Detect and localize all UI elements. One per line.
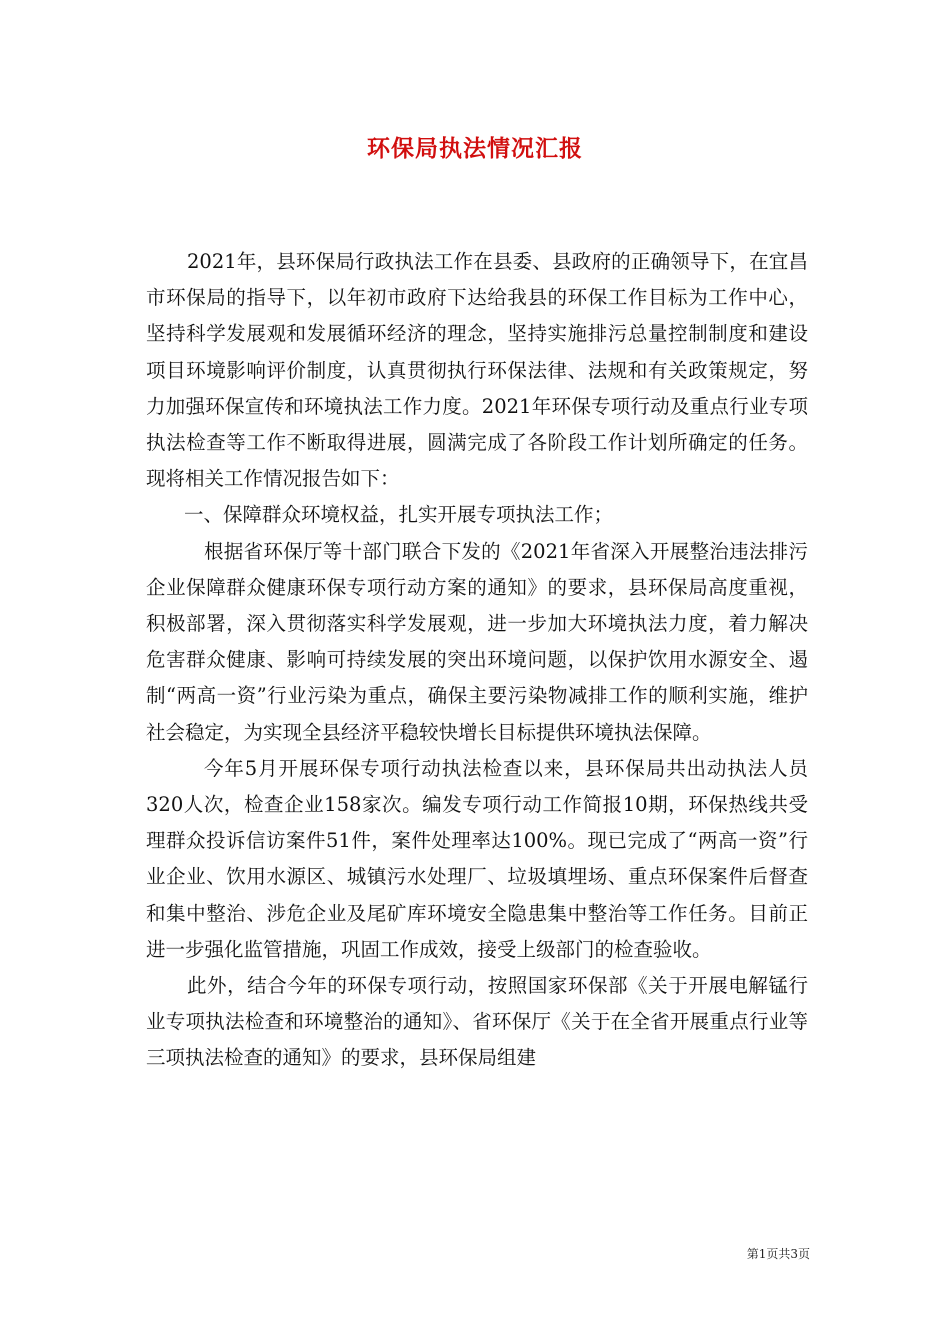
paragraph-4: 此外，结合今年的环保专项行动，按照国家环保部《关于开展电解锰行业专项执法检查和环境整治的通知》、省环保厅《关于在全省开展重点行业等三项执法检查的通知》的要求，县环保局组建 xyxy=(146,974,808,1070)
document-body xyxy=(146,244,808,1077)
document-title: 环保局执法情况汇报 xyxy=(367,136,583,162)
page-number-footer: 第1页共3页 xyxy=(746,1247,810,1261)
paragraph-3: 今年5月开展环保专项行动执法检查以来，县环保局共出动执法人员320人次，检查企业158家次。编发专项行动工作简报10期，环保热线共受理群众投诉信访案件51件，案件处理率达100%。现已完成了“两高一资”行业企业、饮用水源区、城镇污水处理厂、垃圾填埋场、重点环保案件后督查和集中整治、涉危企业及尾矿库环境安全隐患集中整治等工作任务。目前正进一步强化监管措施，巩固工作成效，接受上级部门的检查验收。 xyxy=(146,756,808,961)
paragraph-2: 根据省环保厅等十部门联合下发的《2021年省深入开展整治违法排污企业保障群众健康环保专项行动方案的通知》的要求，县环保局高度重视，积极部署，深入贯彻落实科学发展观，进一步加大环境执法力度，着力解决危害群众健康、影响可持续发展的突出环境问题，以保护饮用水源安全、遏制“两高一资”行业污染为重点，确保主要污染物减排工作的顺利实施，维护社会稳定，为实现全县经济平稳较快增长目标提供环境执法保障。 xyxy=(146,539,808,744)
section-heading-1: 一、保障群众环境权益，扎实开展专项执法工作； xyxy=(184,503,614,527)
paragraph-intro: 2021年，县环保局行政执法工作在县委、县政府的正确领导下，在宜昌市环保局的指导下，以年初市政府下达给我县的环保工作目标为工作中心，坚持科学发展观和发展循环经济的理念，坚持实施排污总量控制制度和建设项目环境影响评价制度，认真贯彻执行环保法律、法规和有关政策规定，努力加强环保宣传和环境执法工作力度。2021年环保专项行动及重点行业专项执法检查等工作不断取得进展，圆满完成了各阶段工作计划所确定的任务。现将相关工作情况报告如下： xyxy=(146,250,808,491)
